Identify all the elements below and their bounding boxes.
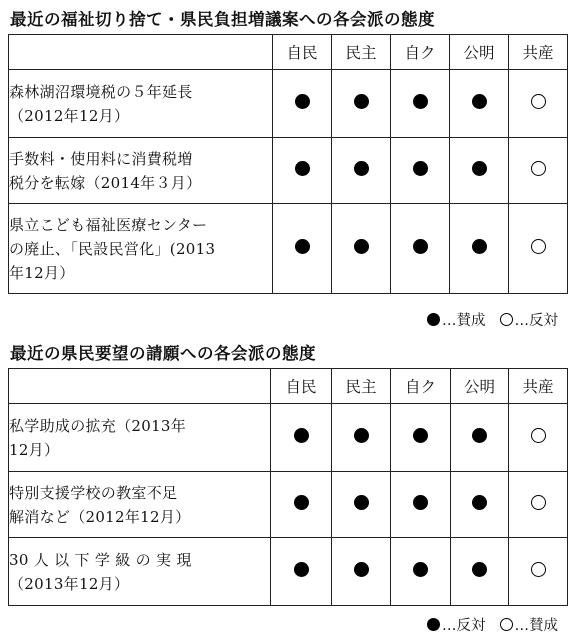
table-row: [9, 472, 568, 538]
table2-row1-label: [9, 404, 271, 472]
table1-row2-label: [9, 138, 273, 204]
vote-mark: [531, 428, 546, 443]
table2-party-minshu: 民主: [332, 369, 391, 404]
table1-legend: [427, 309, 558, 330]
vote-mark: [295, 239, 310, 254]
table-row: [9, 204, 568, 294]
label-line: 年12月）: [9, 263, 75, 282]
label-line: 30 人 以 下 学 級 の 実 現: [9, 550, 192, 569]
vote-mark: [531, 239, 546, 254]
vote-mark: [472, 428, 487, 443]
vote-mark: [354, 239, 369, 254]
open-circle-icon: [500, 618, 513, 631]
label-line: 解消など（2012年12月）: [9, 507, 191, 526]
table2-title: 最近の県民要望の請願への各会派の態度: [10, 344, 316, 363]
label-line: 県立こども福祉医療センター: [9, 215, 208, 234]
vote-mark: [413, 562, 428, 577]
vote-mark: [354, 428, 369, 443]
vote-mark: [472, 562, 487, 577]
vote-mark: [354, 161, 369, 176]
vote-mark: [531, 94, 546, 109]
vote-mark: [472, 239, 487, 254]
table1-title: 最近の福祉切り捨て・県民負担増議案への各会派の態度: [10, 10, 435, 29]
vote-mark: [354, 495, 369, 510]
table-row: [9, 138, 568, 204]
vote-mark: [472, 495, 487, 510]
table2-party-komei: 公明: [451, 369, 509, 404]
vote-mark: [413, 94, 428, 109]
legend-filled-label: …賛成: [442, 313, 486, 329]
table1-party-jimin: 自民: [273, 35, 332, 70]
vote-mark: [531, 161, 546, 176]
table-row: [9, 70, 568, 138]
vote-mark: [295, 161, 310, 176]
vote-mark: [531, 495, 546, 510]
table2-header-blank: [9, 369, 271, 404]
label-line: の廃止、「民設民営化」(2013: [9, 239, 216, 258]
table2-row2-label: [9, 472, 271, 538]
vote-mark: [294, 495, 309, 510]
table2-row3-label: [9, 538, 271, 606]
table1-row3-label: [9, 204, 273, 294]
legend-open-label: …賛成: [514, 618, 558, 634]
label-line: （2013年12月）: [9, 574, 130, 593]
table1-header-blank: [9, 35, 273, 70]
vote-mark: [294, 562, 309, 577]
label-line: 特別支援学校の教室不足: [9, 483, 178, 502]
open-circle-icon: [500, 313, 513, 326]
vote-mark: [413, 161, 428, 176]
vote-mark: [472, 94, 487, 109]
table2-legend: [427, 614, 558, 635]
table-row: [9, 404, 568, 472]
table2-party-kyosan: 共産: [509, 369, 568, 404]
table1-row1-label: [9, 70, 273, 138]
legend-filled-label: …反対: [442, 618, 486, 634]
vote-mark: [413, 495, 428, 510]
filled-circle-icon: [427, 618, 440, 631]
label-line: （2012年12月）: [9, 106, 130, 125]
table-row: [9, 538, 568, 606]
vote-mark: [472, 161, 487, 176]
label-line: 手数料・使用料に消費税増: [9, 149, 193, 168]
table2-header-row: [9, 369, 568, 404]
table1-party-komei: 公明: [450, 35, 509, 70]
table2-party-jimin: 自民: [271, 369, 332, 404]
vote-mark: [294, 428, 309, 443]
label-line: 12月）: [9, 440, 60, 459]
table1-party-minshu: 民主: [332, 35, 391, 70]
label-line: 税分を転嫁（2014年３月）: [9, 173, 202, 192]
filled-circle-icon: [427, 313, 440, 326]
vote-mark: [413, 428, 428, 443]
table1: [8, 34, 568, 294]
vote-mark: [413, 239, 428, 254]
table1-party-jiku: 自ク: [391, 35, 450, 70]
vote-mark: [354, 562, 369, 577]
vote-mark: [531, 562, 546, 577]
table1-party-kyosan: 共産: [509, 35, 568, 70]
table2: [8, 368, 568, 606]
label-line: 森林湖沼環境税の５年延長: [9, 82, 193, 101]
vote-mark: [354, 94, 369, 109]
vote-mark: [295, 94, 310, 109]
table2-party-jiku: 自ク: [391, 369, 451, 404]
legend-open-label: …反対: [514, 313, 558, 329]
label-line: 私学助成の拡充（2013年: [9, 416, 187, 435]
table1-header-row: [9, 35, 568, 70]
